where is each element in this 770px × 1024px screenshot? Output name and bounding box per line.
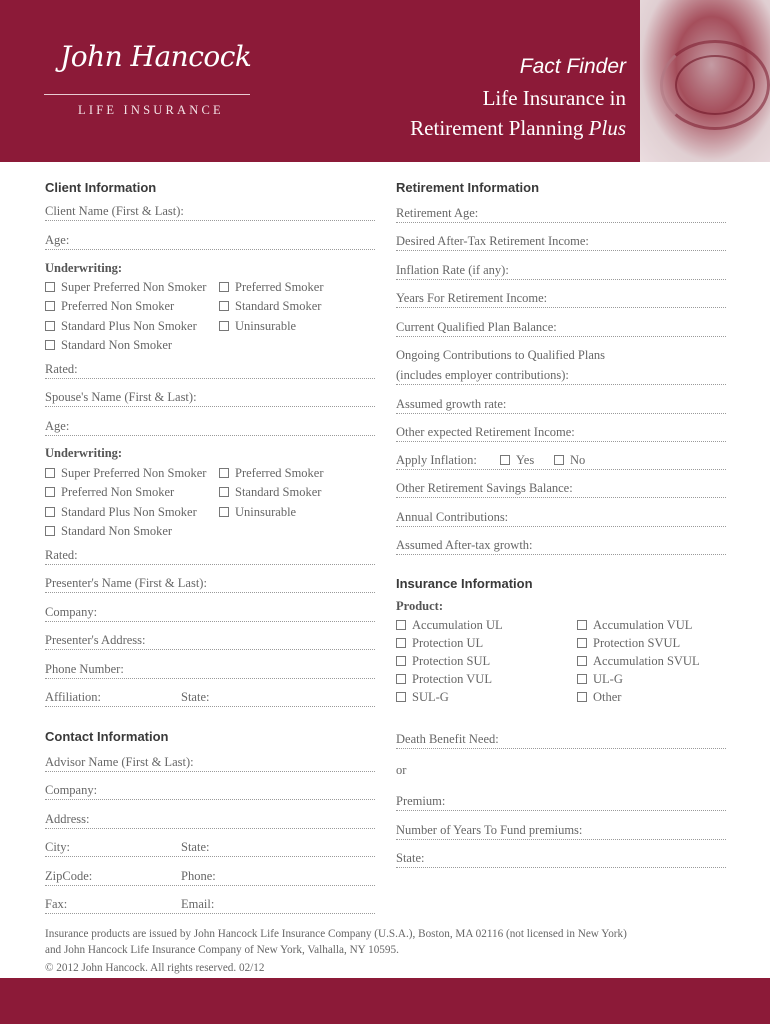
product-accumulation-vul[interactable] xyxy=(577,617,692,633)
after-tax-growth-field[interactable]: Assumed After-tax growth: xyxy=(396,537,726,555)
contact-company-field[interactable]: Company: xyxy=(45,782,375,800)
spouse-name-field[interactable]: Spouse's Name (First & Last): xyxy=(45,389,375,407)
product-protection-svul[interactable] xyxy=(577,635,680,651)
advisor-name-field[interactable]: Advisor Name (First & Last): xyxy=(45,754,375,772)
contact-phone-label: Phone: xyxy=(181,869,216,883)
nest-inner-shape xyxy=(675,55,755,115)
insurance-state-field[interactable]: State: xyxy=(396,850,726,868)
checkbox[interactable] xyxy=(396,656,406,666)
uw-option-standard-ns[interactable] xyxy=(45,337,172,353)
title-line-3 xyxy=(410,116,626,141)
client-name-field[interactable]: Client Name (First & Last): xyxy=(45,203,375,221)
city-state-row[interactable] xyxy=(45,839,375,857)
checkbox[interactable] xyxy=(45,301,55,311)
checkbox[interactable] xyxy=(396,674,406,684)
spouse-uw-preferred-ns[interactable] xyxy=(45,484,174,500)
presenter-name-field[interactable]: Presenter's Name (First & Last): xyxy=(45,575,375,593)
option-label: Standard Plus Non Smoker xyxy=(61,319,197,333)
product-accumulation-ul[interactable] xyxy=(396,617,503,633)
other-income-field[interactable]: Other expected Retirement Income: xyxy=(396,424,726,442)
option-label: Protection VUL xyxy=(412,672,492,686)
checkbox[interactable] xyxy=(219,301,229,311)
option-label: SUL-G xyxy=(412,690,449,704)
product-ul-g[interactable] xyxy=(577,671,623,687)
affiliation-state-row[interactable] xyxy=(45,689,375,707)
client-age-field[interactable]: Age: xyxy=(45,232,375,250)
checkbox[interactable] xyxy=(45,321,55,331)
option-label: Standard Plus Non Smoker xyxy=(61,505,197,519)
spouse-uw-standard-plus-ns[interactable] xyxy=(45,504,197,520)
disclaimer xyxy=(45,926,685,976)
years-fund-field[interactable]: Number of Years To Fund premiums: xyxy=(396,822,726,840)
death-benefit-field[interactable]: Death Benefit Need: xyxy=(396,731,726,749)
inflation-rate-field[interactable]: Inflation Rate (if any): xyxy=(396,262,726,280)
affiliation-label: Affiliation: xyxy=(45,690,102,704)
presenter-address-field[interactable]: Presenter's Address: xyxy=(45,632,375,650)
checkbox[interactable] xyxy=(45,507,55,517)
product-protection-sul[interactable] xyxy=(396,653,490,669)
checkbox[interactable] xyxy=(45,468,55,478)
option-label: UL-G xyxy=(593,672,623,686)
product-other[interactable] xyxy=(577,689,621,705)
option-label: Protection UL xyxy=(412,636,484,650)
underwriting-label: Underwriting: xyxy=(45,261,123,275)
product-protection-ul[interactable] xyxy=(396,635,483,651)
option-label: Preferred Non Smoker xyxy=(61,485,175,499)
checkbox[interactable] xyxy=(577,656,587,666)
option-label: Other xyxy=(593,690,622,704)
contact-info-heading: Contact Information xyxy=(45,729,169,744)
option-label: Uninsurable xyxy=(235,319,297,333)
years-income-field[interactable]: Years For Retirement Income: xyxy=(396,290,726,308)
header-banner xyxy=(0,0,770,162)
checkbox[interactable] xyxy=(219,507,229,517)
option-label: Super Preferred Non Smoker xyxy=(61,280,207,294)
option-label: Accumulation VUL xyxy=(593,618,693,632)
option-label: Accumulation UL xyxy=(412,618,503,632)
fax-label: Fax: xyxy=(45,897,68,911)
checkbox[interactable] xyxy=(577,620,587,630)
apply-inflation-label: Apply Inflation: xyxy=(396,453,477,467)
checkbox[interactable] xyxy=(219,321,229,331)
option-label: Standard Non Smoker xyxy=(61,338,173,352)
title-fact-finder: Fact Finder xyxy=(519,55,626,78)
checkbox[interactable] xyxy=(219,487,229,497)
yes-label: Yes xyxy=(516,453,535,467)
checkbox[interactable] xyxy=(219,282,229,292)
title-line-3-main: Retirement Planning xyxy=(410,116,584,140)
nest-photo xyxy=(640,0,770,162)
product-accumulation-svul[interactable] xyxy=(577,653,700,669)
uw-option-preferred-smoker[interactable] xyxy=(219,279,324,295)
checkbox[interactable] xyxy=(554,455,564,465)
spouse-uw-preferred-smoker[interactable] xyxy=(219,465,324,481)
spouse-uw-uninsurable[interactable] xyxy=(219,504,296,520)
contact-address-field[interactable]: Address: xyxy=(45,811,375,829)
uw-option-uninsurable[interactable] xyxy=(219,318,296,334)
retirement-age-field[interactable]: Retirement Age: xyxy=(396,205,726,223)
checkbox[interactable] xyxy=(45,487,55,497)
checkbox[interactable] xyxy=(45,282,55,292)
city-label: City: xyxy=(45,840,71,854)
option-label: Protection SVUL xyxy=(593,636,681,650)
presenter-company-field[interactable]: Company: xyxy=(45,604,375,622)
disclaimer-line-1: Insurance products are issued by John Hancock Life Insurance Company (U.S.A.), Boston, MA 02116 (not licensed in New York) xyxy=(45,928,627,940)
presenter-phone-field[interactable]: Phone Number: xyxy=(45,661,375,679)
spouse-uw-standard-ns[interactable] xyxy=(45,523,172,539)
spouse-underwriting-label: Underwriting: xyxy=(45,446,123,460)
checkbox[interactable] xyxy=(577,638,587,648)
annual-contributions-field[interactable]: Annual Contributions: xyxy=(396,509,726,527)
option-label: Standard Smoker xyxy=(235,299,322,313)
contact-state-label: State: xyxy=(181,840,210,854)
growth-rate-field[interactable]: Assumed growth rate: xyxy=(396,396,726,414)
checkbox[interactable] xyxy=(577,674,587,684)
option-label: Accumulation SVUL xyxy=(593,654,700,668)
spouse-age-field[interactable]: Age: xyxy=(45,418,375,436)
other-savings-field[interactable]: Other Retirement Savings Balance: xyxy=(396,480,726,498)
apply-inflation-row xyxy=(396,452,726,470)
qualified-balance-field[interactable]: Current Qualified Plan Balance: xyxy=(396,319,726,337)
footer-bar xyxy=(0,978,770,1024)
product-protection-vul[interactable] xyxy=(396,671,492,687)
inflation-no-option[interactable] xyxy=(554,452,585,468)
client-rated-field[interactable]: Rated: xyxy=(45,361,375,379)
option-label: Preferred Non Smoker xyxy=(61,299,175,313)
title-line-3-italic: Plus xyxy=(588,116,626,140)
uw-option-standard-smoker[interactable] xyxy=(219,298,321,314)
checkbox[interactable] xyxy=(219,468,229,478)
option-label: Standard Non Smoker xyxy=(61,524,173,538)
option-label: Protection SUL xyxy=(412,654,491,668)
client-info-heading: Client Information xyxy=(45,180,157,195)
product-sul-g[interactable] xyxy=(396,689,449,705)
desired-income-field[interactable]: Desired After-Tax Retirement Income: xyxy=(396,233,726,251)
premium-field[interactable]: Premium: xyxy=(396,793,726,811)
spouse-rated-field[interactable]: Rated: xyxy=(45,547,375,565)
uw-option-preferred-ns[interactable] xyxy=(45,298,174,314)
option-label: Standard Smoker xyxy=(235,485,322,499)
copyright-line: © 2012 John Hancock. All rights reserved. 02/12 xyxy=(45,962,265,974)
checkbox[interactable] xyxy=(45,526,55,536)
presenter-state-label: State: xyxy=(181,690,210,704)
checkbox[interactable] xyxy=(500,455,510,465)
spouse-uw-standard-smoker[interactable] xyxy=(219,484,321,500)
checkbox[interactable] xyxy=(396,638,406,648)
or-label: or xyxy=(396,763,407,777)
checkbox[interactable] xyxy=(577,692,587,702)
logo-wordmark: John Hancock xyxy=(60,40,252,73)
logo-subtitle: LIFE INSURANCE xyxy=(78,103,224,117)
option-label: Preferred Smoker xyxy=(235,280,324,294)
zip-label: ZipCode: xyxy=(45,869,93,883)
zip-phone-row[interactable] xyxy=(45,868,375,886)
product-label: Product: xyxy=(396,599,443,613)
uw-option-standard-plus-ns[interactable] xyxy=(45,318,197,334)
contributions-field[interactable]: (includes employer contributions): xyxy=(396,367,726,385)
option-label: Preferred Smoker xyxy=(235,466,324,480)
checkbox[interactable] xyxy=(396,620,406,630)
disclaimer-line-2: and John Hancock Life Insurance Company of New York, Valhalla, NY 10595. xyxy=(45,944,399,956)
contributions-label: Ongoing Contributions to Qualified Plans xyxy=(396,348,606,362)
inflation-yes-option[interactable] xyxy=(500,452,534,468)
no-label: No xyxy=(570,453,586,467)
option-label: Uninsurable xyxy=(235,505,297,519)
uw-option-super-preferred-ns[interactable] xyxy=(45,279,206,295)
checkbox[interactable] xyxy=(396,692,406,702)
retirement-info-heading: Retirement Information xyxy=(396,180,540,195)
email-label: Email: xyxy=(181,897,215,911)
logo-divider xyxy=(44,94,250,95)
spouse-uw-super-preferred-ns[interactable] xyxy=(45,465,206,481)
option-label: Super Preferred Non Smoker xyxy=(61,466,207,480)
insurance-info-heading: Insurance Information xyxy=(396,576,533,591)
checkbox[interactable] xyxy=(45,340,55,350)
title-line-2: Life Insurance in xyxy=(482,86,626,110)
fax-email-row[interactable] xyxy=(45,896,375,914)
